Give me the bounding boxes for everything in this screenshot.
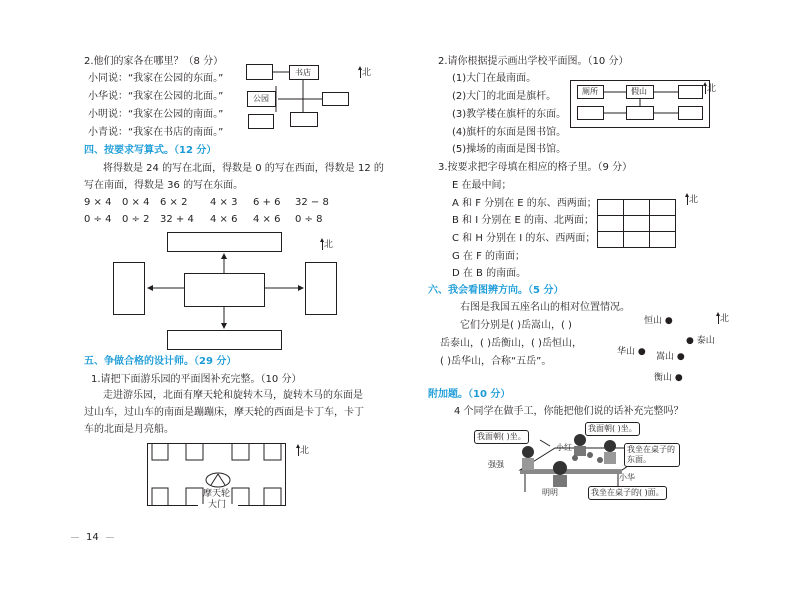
mountain-label: 华山 (617, 347, 636, 357)
r-q2-line-2: (2)大门的北面是旗杆。 (452, 91, 557, 102)
q2-line-3: 小明说：“我家在公园的南面。” (88, 109, 224, 120)
speech-bubble: 我坐在桌子的( )面。 (588, 486, 667, 500)
section-6-text-1: 右图是我国五座名山的相对位置情况。 (460, 302, 630, 313)
ferris-wheel-label: 摩天轮 (203, 489, 231, 499)
mountain-label: 嵩山 (656, 352, 675, 362)
r-q3-line-5: G 在 F 的南面； (452, 251, 526, 262)
name-label: 小红 (556, 443, 572, 452)
expr[interactable]: 6 + 6 (253, 197, 281, 208)
expr[interactable]: 4 × 6 (253, 214, 281, 225)
speech-bubble: 我面朝( )坐。 (474, 430, 529, 444)
r-q2-line-5: (5)操场的南面是图书馆。 (452, 144, 567, 155)
r-q3-line-2: A 和 F 分别在 E 的东、西两面； (452, 198, 597, 209)
page-number: 14 (86, 532, 99, 543)
expr[interactable]: 0 ÷ 4 (84, 214, 112, 225)
expr[interactable]: 4 × 6 (210, 214, 238, 225)
r-q3-line-4: C 和 H 分别在 I 的东、西两面； (452, 233, 596, 244)
r-q3-line-6: D 在 B 的南面。 (452, 268, 527, 279)
mountain-tai: ● 泰山 (686, 336, 715, 346)
expr[interactable]: 0 ÷ 2 (122, 214, 150, 225)
section-6-title: 六、我会看图辨方向。（5 分） (428, 285, 564, 296)
mountain-song: 嵩山 ● (656, 352, 685, 362)
park-label: 公园 (253, 94, 269, 103)
section-6-text-4: ( )岳华山，合称“五岳”。 (440, 356, 552, 367)
expr[interactable]: 9 × 4 (84, 197, 112, 208)
section-6-text-2: 它们分别是( )岳嵩山，( ) (460, 320, 572, 331)
name-label: 强强 (488, 460, 504, 469)
expr[interactable]: 0 ÷ 8 (295, 214, 323, 225)
r-q2-line-4: (4)旗杆的东面是图书馆。 (452, 127, 567, 138)
expr[interactable]: 4 × 3 (210, 197, 238, 208)
north-label: 北 (324, 240, 334, 250)
q2-line-2: 小华说：“我家在公园的北面。” (88, 91, 224, 102)
r-q2-line-3: (3)教学楼在旗杆的东面。 (452, 109, 567, 120)
extra-title: 附加题。（10 分） (428, 389, 511, 400)
north-label: 北 (362, 68, 372, 78)
north-label: 北 (720, 314, 730, 324)
north-label: 北 (689, 195, 699, 205)
mountain-label: 恒山 (644, 316, 663, 326)
name-label: 明明 (542, 488, 558, 497)
r-q2-line-1: (1)大门在最南面。 (452, 73, 537, 84)
r-q3-line-3: B 和 I 分别在 E 的南、北两面； (452, 215, 595, 226)
q2-line-1: 小同说：“我家在公园的东面。” (88, 73, 224, 84)
section-5-title: 五、争做合格的设计师。（29 分） (84, 356, 237, 367)
q2-title: 2.他们的家各在哪里？（8 分） (84, 56, 224, 67)
section-5-q1: 1.请把下面游乐园的平面图补充完整。（10 分） (91, 374, 302, 385)
section-4-title: 四、按要求写算式。（12 分） (84, 145, 217, 156)
expr[interactable]: 32 + 4 (160, 214, 194, 225)
section-4-text-2: 写在南面，得数是 36 的写在东面。 (84, 180, 244, 191)
name-label: 小华 (619, 473, 635, 482)
speech-bubble: 我面朝( )坐。 (585, 422, 640, 436)
north-label: 北 (300, 446, 310, 456)
section-4-text-1: 将得数是 24 的写在北面，得数是 0 的写在西面，得数是 12 的 (103, 163, 384, 174)
rockery-label: 假山 (631, 87, 647, 96)
mountain-label: 衡山 (654, 373, 673, 383)
section-5-text-3: 车的北面是月亮船。 (84, 424, 174, 435)
mountain-heng-north: 恒山 ● (644, 316, 673, 326)
r-q3-line-1: E 在最中间； (452, 180, 512, 191)
section-6-text-3: 岳泰山，( )岳衡山，( )岳恒山， (440, 338, 582, 349)
expr[interactable]: 6 × 2 (160, 197, 188, 208)
bookstore-label: 书店 (295, 68, 311, 77)
r-q2-title: 2.请你根据提示画出学校平面图。（10 分） (438, 56, 629, 67)
gate-label: 大门 (208, 500, 227, 510)
section-5-text-1: 走进游乐园，北面有摩天轮和旋转木马，旋转木马的东面是 (103, 390, 363, 401)
toilet-label: 厕所 (582, 87, 598, 96)
mountain-heng-south: 衡山 ● (654, 373, 683, 383)
q2-line-4: 小青说：“我家在书店的南面。” (88, 127, 224, 138)
speech-bubble: 我坐在桌子的东面。 (624, 443, 680, 467)
extra-text: 4 个同学在做手工，你能把他们说的话补充完整吗？ (454, 406, 684, 417)
section-5-text-2: 过山车，过山车的南面是蹦蹦床，摩天轮的西面是卡丁车，卡丁 (84, 407, 364, 418)
expr[interactable]: 0 × 4 (122, 197, 150, 208)
expr[interactable]: 32 − 8 (295, 197, 329, 208)
mountain-label: 泰山 (696, 336, 715, 346)
r-q3-title: 3.按要求把字母填在相应的格子里。（9 分） (438, 162, 633, 173)
mountain-hua: 华山 ● (617, 347, 646, 357)
north-label: 北 (707, 84, 717, 94)
